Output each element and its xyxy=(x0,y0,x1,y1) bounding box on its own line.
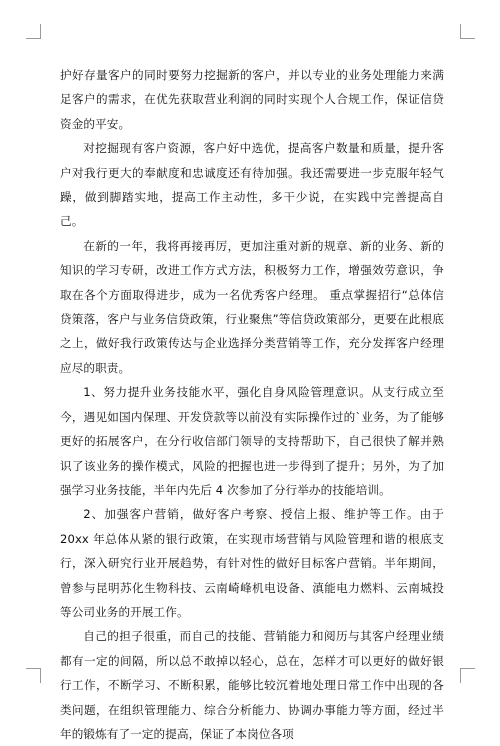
crop-mark-top-right xyxy=(460,24,475,39)
paragraph-2: 对挖掘现有客户资源，客户好中选优，提高客户数量和质量，提升客户对我行更大的奉献度和忠诚度还有待加强。我还需要进一步克服年轻气躁，做到脚踏实地，提高工作主动性，多干少说，在实践中完善提高自己。 xyxy=(60,141,444,229)
paragraph-3: 在新的一年，我将再接再厉，更加注重对新的规章、新的业务、新的知识的学习专研，改进工作方式方法，积极努力工作，增强效劳意识，争取在各个方面取得进步，成为一名优秀客户经理。 重点掌握招行“总体信贷策落，客户与业务信贷政策，行业聚焦”等信贷政策部分，更要在此根底之上，做好我行政策传达与企业选择分类营销等工作，充分发挥客户经理应尽的职责。 xyxy=(60,238,444,375)
crop-mark-bottom-left xyxy=(26,668,41,683)
crop-mark-top-left xyxy=(26,24,41,39)
paragraph-5: 2、加强客户营销，做好客户考察、授信上报、维护等工作。由于 20xx 年总体从紧的银行政策，在实现市场营销与风险管理和谐的根底支行，深入研究行业开展趋势，有针对性的做好目标客户营销。半年期间，曾参与昆明苏化生物科技、云南崎峰机电设备、滇能电力燃料、云南城投等公司业务的开展工作。 xyxy=(60,507,444,619)
crop-mark-bottom-right xyxy=(460,668,475,683)
document-body xyxy=(60,63,444,746)
paragraph-6: 自己的担子很重，而自己的技能、营销能力和阅历与其客户经理业绩都有一定的间隔，所以总不敢掉以轻心，总在，怎样才可以更好的做好银行工作，不断学习、不断积累，能够比较沉着地处理日常工作中出现的各类问题，在组织管理能力、综合分析能力、协调办事能力等方面，经过半年的锻炼有了一定的提高，保证了本岗位各项 xyxy=(60,629,444,741)
paragraph-4: 1、努力提升业务技能水平，强化自身风险管理意识。从支行成立至今，遇见如国内保理、开发贷款等以前没有实际操作过的`业务，为了能够更好的拓展客户，在分行收信部门领导的支持帮助下，自己很快了解并熟识了该业务的操作模式，风险的把握也进一步得到了提升；另外，为了加强学习业务技能，半年内先后 4 次参加了分行举办的技能培训。 xyxy=(60,385,444,497)
paragraph-1: 护好存量客户的同时要努力挖掘新的客户，并以专业的业务处理能力来满足客户的需求，在优先获取营业利润的同时实现个人合规工作，保证信贷资金的平安。 xyxy=(60,68,444,131)
